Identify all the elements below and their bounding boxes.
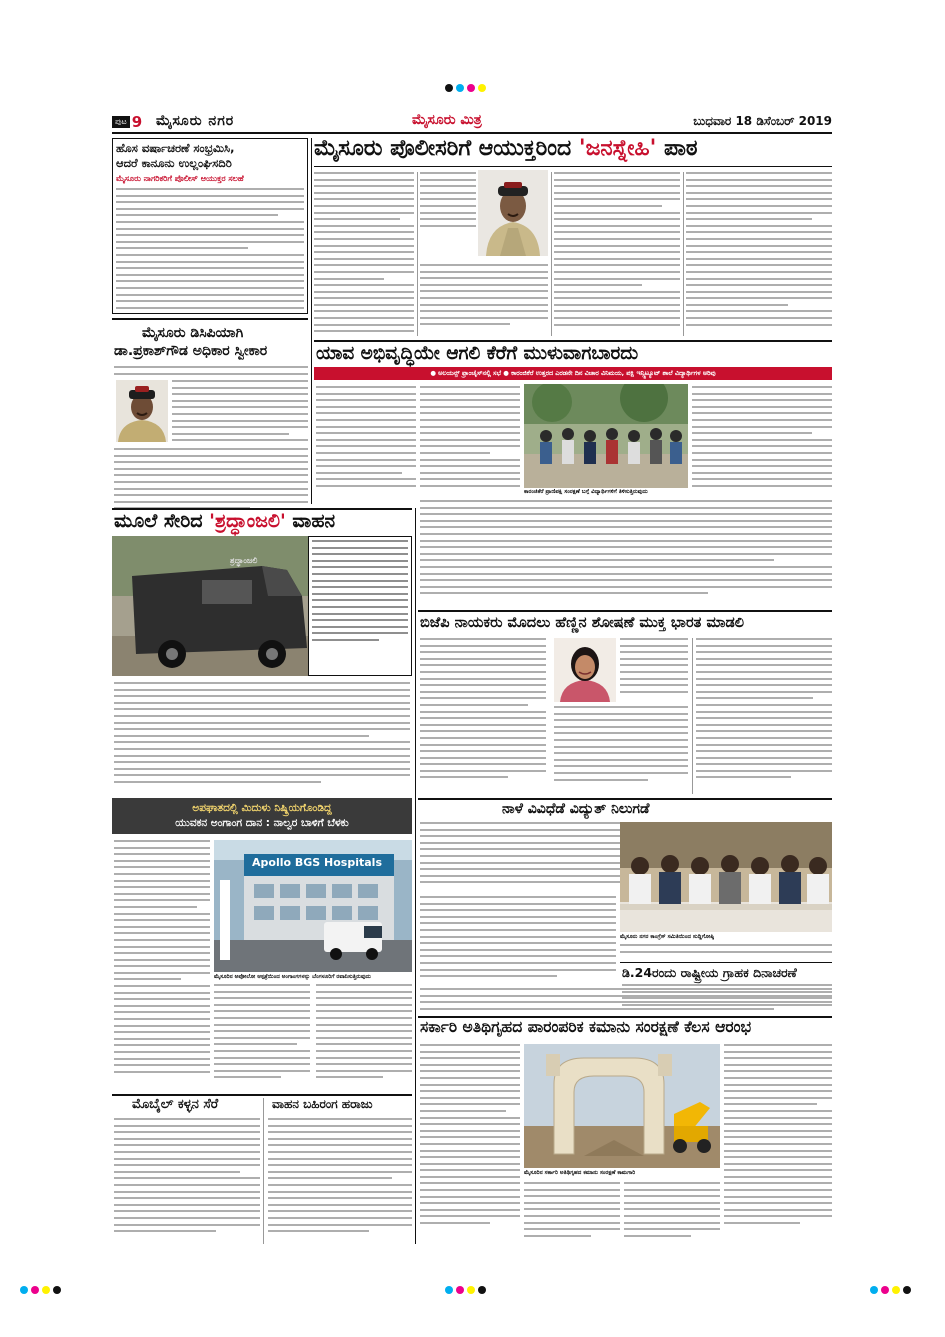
lake-photo: [524, 384, 688, 488]
janasnehi-headline-post: ಪಾಠ: [664, 136, 698, 161]
shraddhanjali-headline-pre: ಮೂಲೆ ಸೇರಿದ: [114, 510, 203, 532]
consumer-caption: ಮೈಸೂರು ನಗರ ಕಾಂಗ್ರೆಸ್ ಸಮಿತಿಯಿಂದ ಸುದ್ದಿಗೋಷ್ಠಿ: [620, 934, 715, 940]
masthead: ಮೈಸೂರು ಮಿತ್ರ: [412, 112, 482, 128]
arch-photo: [524, 1044, 720, 1168]
dcp-body-a: [172, 380, 308, 446]
power-headline: ನಾಳೆ ವಿವಿಧೆಡೆ ವಿದ್ಯುತ್ ನಿಲುಗಡೆ: [502, 801, 650, 817]
power-body-3: [420, 988, 832, 1016]
mobile-headline: ಮೊಬೈಲ್ ಕಳ್ಳನ ಸೆರೆ: [132, 1097, 219, 1112]
power-body-2: [420, 896, 616, 986]
lake-lower-body: [420, 500, 832, 606]
newyear-body: [116, 188, 304, 310]
page-number-badge: [112, 112, 142, 132]
lake-headline: ಯಾವ ಅಭಿವೃದ್ಧಿಯೇ ಆಗಲಿ ಕೆರೆಗೆ ಮುಳುವಾಗಬಾರದು: [316, 343, 639, 364]
dcp-headline-1: ಮೈಸೂರು ಡಿಸಿಪಿಯಾಗಿ: [142, 325, 244, 341]
newyear-headline-2: ಆದರೆ ಕಾನೂನು ಉಲ್ಲಂಘಿಸದಿರಿ: [116, 156, 232, 170]
auction-body: [268, 1118, 412, 1244]
page-word: ಪುಟ: [112, 116, 130, 128]
arch-col-3: [624, 1182, 720, 1244]
bjp-speaker-photo: [554, 638, 616, 702]
arch-col-1: [420, 1044, 520, 1244]
janasnehi-col-2a: [420, 172, 476, 232]
janasnehi-col-1: [314, 172, 414, 342]
bjp-col-3: [696, 638, 832, 794]
dcp-photo: [116, 380, 168, 442]
shraddhanjali-headline-quote: 'ಶ್ರದ್ಧಾಂಜಲಿ': [209, 510, 286, 532]
arch-headline: ಸರ್ಕಾರಿ ಅತಿಥಿಗೃಹದ ಪಾರಂಪರಿಕ ಕಮಾನು ಸಂರಕ್ಷಣೆ ಕೆಲಸ ಆರಂಭ: [420, 1018, 752, 1036]
lake-caption: ಕಾರಂಜಿಕೆರೆ ಪ್ರಾಣಿಪಕ್ಷಿ ಸಂರಕ್ಷಣೆ ಬಗ್ಗೆ ವಿದ್ಯಾರ್ಥಿಗಳಿಗೆ ತಿಳಿಸುತ್ತಿರುವುದು: [524, 489, 648, 495]
organ-col-1: [114, 840, 210, 1090]
lake-col-1: [316, 386, 416, 496]
janasnehi-headline-pre: ಮೈಸೂರು ಪೊಲೀಸರಿಗೆ ಆಯುಕ್ತರಿಂದ: [314, 136, 572, 161]
commissioner-photo: [478, 170, 548, 256]
shraddhanjali-body: [114, 682, 410, 792]
registration-dots-left: [20, 1286, 61, 1294]
organ-headline-2: ಯುವಕನ ಅಂಗಾಂಗ ದಾನ : ನಾಲ್ವರ ಬಾಳಿಗೆ ಬೆಳಕು: [175, 817, 349, 829]
arch-col-2: [524, 1182, 620, 1244]
registration-dots-right: [870, 1286, 911, 1294]
shraddhanjali-headline: [114, 512, 414, 532]
auction-headline: ವಾಹನ ಬಹಿರಂಗ ಹರಾಜು: [272, 1097, 373, 1111]
arch-caption: ಮೈಸೂರಿನ ಸರ್ಕಾರಿ ಅತಿಥಿಗೃಹದ ಕಮಾನು ಸಂರಕ್ಷಣೆ ಕಾಮಗಾರಿ: [524, 1170, 636, 1176]
janasnehi-headline: [314, 137, 834, 160]
janasnehi-col-2b: [420, 264, 548, 336]
newyear-headline-1: ಹೊಸ ವರ್ಷಾಚರಣೆ ಸಂಭ್ರಮಿಸಿ,: [116, 141, 235, 155]
dcp-headline-2: ಡಾ.ಪ್ರಕಾಶ್‌ಗೌಡ ಅಧಿಕಾರ ಸ್ವೀಕಾರ: [114, 343, 268, 359]
bjp-headline: ಬಿಜೆಪಿ ನಾಯಕರು ಮೊದಲು ಹೆಣ್ಣಿನ ಶೋಷಣೆ ಮುಕ್ತ ಭಾರತ ಮಾಡಲಿ: [420, 614, 745, 631]
organ-caption: ಮೈಸೂರಿನ ಅಪೋಲೋ ಆಸ್ಪತ್ರೆಯಿಂದ ಅಂಗಾಂಗಗಳನ್ನು ಬೆಂಗಳೂರಿಗೆ ರವಾನಿಸುತ್ತಿರುವುದು: [214, 974, 371, 980]
arch-col-4: [724, 1044, 832, 1244]
janasnehi-headline-quote: 'ಜನಸ್ನೇಹಿ': [578, 136, 657, 161]
lake-ribbon: ● ಅಲಯನ್ಸ್ ಫ್ರಾಂಚೈಸ್‌ನಲ್ಲಿ ಸಭೆ ● ಕಾರಂಜಿಕೆರೆ ಉತ್ತರದ ಎರಡನೇ ದಿನ ವಿಚಾರ ವಿನಿಮಯ, ಪಕ್ಷಿ ಇನ್ಸ್ಟಿಟ್ಯೂಟ್ ಶಾಲೆ ವಿದ್ಯಾರ್ಥಿಗಳ ಅರಿವು: [314, 367, 832, 380]
registration-dots-center: [445, 1286, 486, 1294]
shraddhanjali-sidebar-text: [312, 540, 408, 672]
mobile-body: [114, 1118, 260, 1244]
pressmeet-photo: [620, 822, 832, 932]
bjp-col-2: [554, 706, 688, 794]
janasnehi-col-4: [686, 172, 832, 338]
consumer-headline: ಡಿ.24ರಂದು ರಾಷ್ಟ್ರೀಯ ಗ್ರಾಹಕ ದಿನಾಚರಣೆ: [622, 965, 797, 980]
organ-col-2: [214, 984, 310, 1092]
janasnehi-rule: [314, 166, 832, 167]
newyear-kicker: ಮೈಸೂರು ನಾಗರಿಕರಿಗೆ ಪೊಲೀಸ್ ಆಯುಕ್ತರ ಸಲಹೆ: [116, 174, 244, 183]
shraddhanjali-headline-post: ವಾಹನ: [292, 510, 336, 532]
page-number: 9: [131, 113, 143, 131]
organ-headline-1: ಅಪಘಾತದಲ್ಲಿ ಮಿದುಳು ನಿಷ್ಕ್ರಿಯಗೊಂಡಿದ್ದ: [192, 802, 332, 814]
page-header: [112, 112, 832, 134]
lake-col-2: [420, 386, 520, 496]
janasnehi-col-3: [554, 172, 680, 338]
bjp-col-1: [420, 638, 546, 794]
organ-banner: [112, 798, 412, 834]
hospital-sign: Apollo BGS Hospitals: [252, 856, 382, 869]
lake-col-4: [692, 386, 832, 496]
dateline: ಬುಧವಾರ 18 ಡಿಸೆಂಬರ್ 2019: [693, 114, 832, 128]
bjp-col-2-top: [620, 638, 688, 702]
newspaper-page: [112, 104, 832, 1244]
organ-col-3: [316, 984, 412, 1092]
section-title: ಮೈಸೂರು ನಗರ: [156, 113, 235, 129]
registration-dots-top: [445, 84, 486, 92]
van-text: ಶ್ರದ್ಧಾಂಜಲಿ: [230, 556, 258, 565]
